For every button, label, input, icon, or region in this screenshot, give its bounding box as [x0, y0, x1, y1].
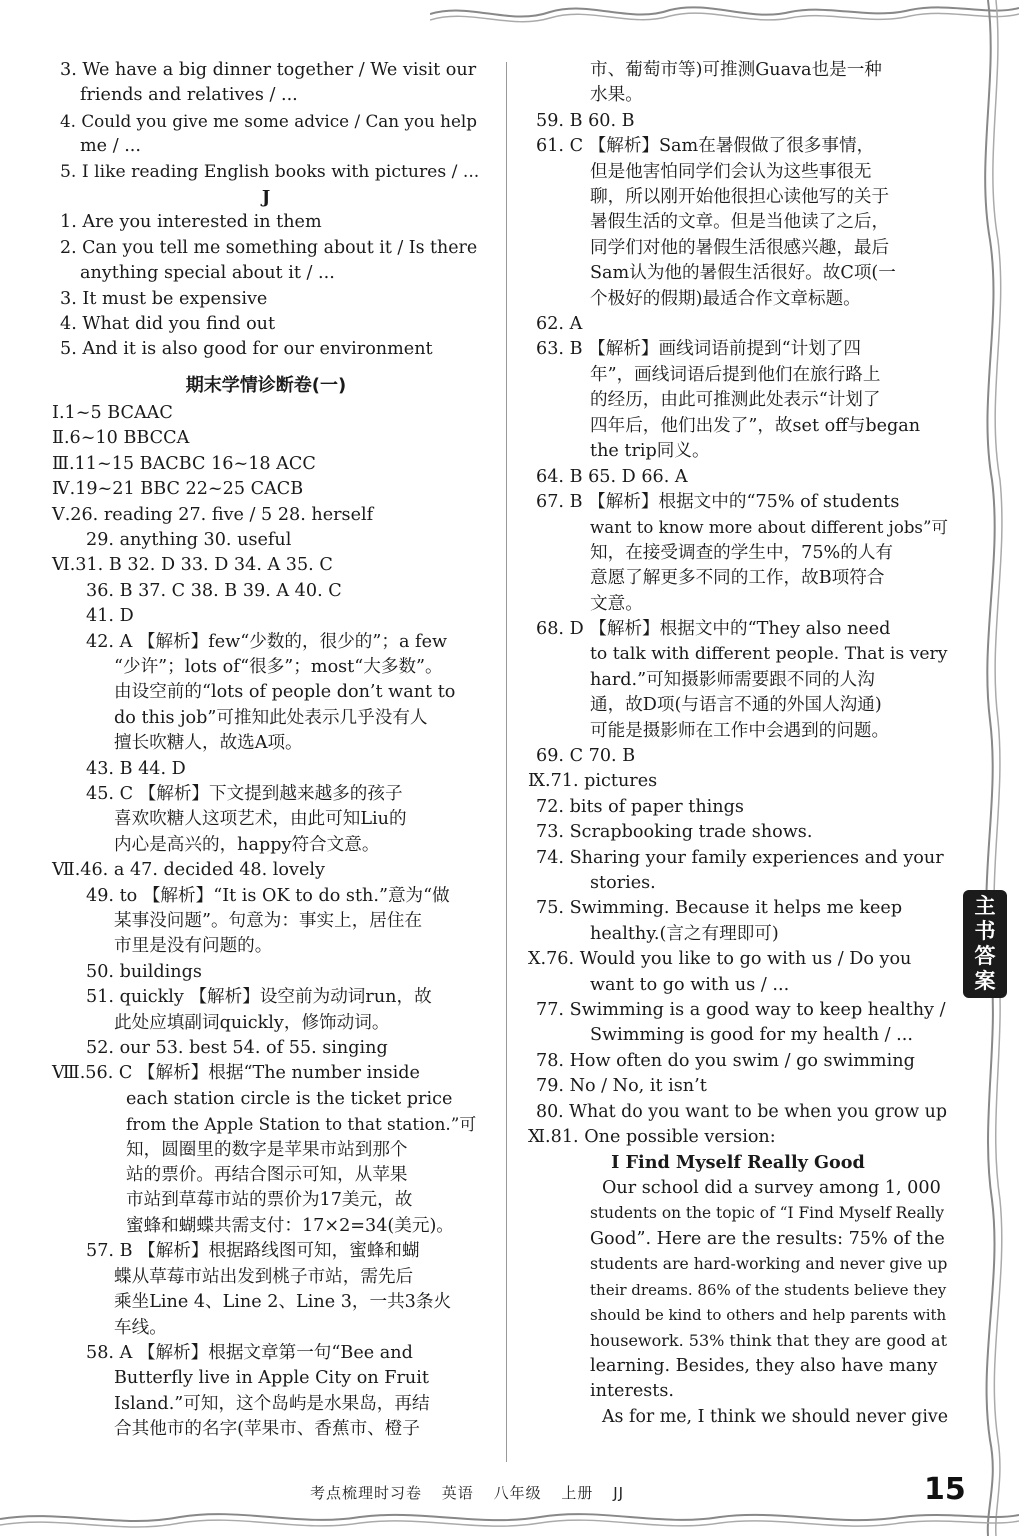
- answer-line: Ⅺ.81. One possible version:: [528, 1127, 776, 1148]
- answer-line: 车线。: [114, 1317, 167, 1338]
- side-tab-char: 主: [974, 894, 996, 918]
- footer-volume: 上册: [561, 1484, 594, 1502]
- page-number: 15: [924, 1472, 966, 1507]
- answer-line: Sam认为他的暑假生活很好。故C项(一: [590, 263, 896, 284]
- answer-line: 知，圆圈里的数字是苹果市站到那个: [126, 1139, 408, 1160]
- answer-line: students are hard-working and never give up: [590, 1255, 948, 1274]
- answer-line: 市站到草莓市站的票价为17美元，故: [126, 1190, 413, 1211]
- answer-line: Island.”可知，这个岛屿是水果岛，再结: [114, 1393, 430, 1414]
- answer-line: 四年后，他们出发了”，故set off与began: [590, 415, 921, 436]
- answer-line: 可能是摄影师在工作中会遇到的问题。: [590, 720, 890, 741]
- answer-line: 蜜蜂和蝴蝶共需支付：17×2=34(美元)。: [126, 1215, 454, 1236]
- answer-line: 63. B 【解析】画线词语前提到“计划了四: [536, 339, 861, 360]
- answer-line: 内心是高兴的，happy符合文意。: [114, 834, 380, 855]
- answer-line: 3. We have a big dinner together / We visit our: [60, 60, 477, 80]
- answer-line: 某事没问题”。句意为：事实上，居住在: [114, 911, 423, 931]
- answer-line: 4. Could you give me some advice / Can you help: [60, 110, 477, 131]
- answer-line: 擅长吹糖人，故选A项。: [114, 733, 303, 754]
- answer-line: 51. quickly 【解析】设空前为动词run，故: [86, 987, 432, 1008]
- answer-line: 年”，画线词语后提到他们在旅行路上: [590, 364, 881, 385]
- answer-line: housework. 53% think that they are good at: [590, 1331, 948, 1351]
- answer-line: 49. to 【解析】“It is OK to do sth.”意为“做: [86, 885, 450, 906]
- answer-line: interests.: [590, 1381, 674, 1402]
- answer-line: should be kind to others and help parents with: [590, 1305, 947, 1324]
- answer-line: Ⅹ.76. Would you like to go with us / Do you: [528, 949, 912, 970]
- answer-line: 29. anything 30. useful: [86, 529, 292, 550]
- answer-line: Ⅵ.31. B 32. D 33. D 34. A 35. C: [52, 555, 333, 576]
- side-tab-char: 答: [974, 944, 996, 968]
- answer-line: 乘坐Line 4、Line 2、Line 3，一共3条火: [114, 1292, 452, 1313]
- answer-line: Ⅳ.19~21 BBC 22~25 CACB: [52, 479, 304, 500]
- decorative-right-border: [968, 0, 1008, 1536]
- answer-line: Ⅴ.26. reading 27. five / 5 28. herself: [52, 504, 374, 525]
- answer-line: Swimming is good for my health / ...: [590, 1025, 913, 1046]
- answer-line: the trip同义。: [590, 441, 710, 462]
- section-title: J: [261, 187, 271, 209]
- answer-line: 1. Are you interested in them: [60, 212, 322, 233]
- answer-line: each station circle is the ticket price: [126, 1088, 453, 1109]
- answer-line: stories.: [590, 873, 656, 893]
- answer-line: 73. Scrapbooking trade shows.: [536, 822, 813, 843]
- answer-line: 41. D: [86, 606, 134, 627]
- column-divider: [506, 62, 507, 1462]
- answer-line: Butterfly live in Apple City on Fruit: [114, 1368, 429, 1389]
- answer-line: anything special about it / ...: [80, 263, 335, 284]
- answer-line: 个极好的假期)最适合作文章标题。: [590, 288, 861, 309]
- answer-line: 61. C 【解析】Sam在暑假做了很多事情，: [536, 136, 875, 157]
- answer-line: friends and relatives / ...: [80, 85, 298, 106]
- answer-line: healthy.(言之有理即可): [590, 923, 779, 944]
- answer-line: from the Apple Station to that station.”可: [126, 1114, 477, 1135]
- answer-line: hard.”可知摄影师需要跟不同的人沟: [590, 669, 875, 690]
- answer-line: Good”. Here are the results: 75% of the: [590, 1228, 945, 1249]
- answer-line: 67. B 【解析】根据文中的“75% of students: [536, 491, 900, 512]
- answer-line: Ⅰ.1~5 BCAAC: [52, 402, 173, 423]
- answer-line: 蝶从草莓市站出发到桃子市站，需先后: [114, 1266, 414, 1287]
- answer-line: 合其他市的名字(苹果市、香蕉市、橙子: [114, 1419, 420, 1440]
- answer-line: 42. A 【解析】few“少数的，很少的”；a few: [86, 631, 448, 652]
- answer-line: 聊，所以刚开始他很担心读他写的关于: [590, 187, 890, 208]
- answer-line: learning. Besides, they also have many: [590, 1355, 938, 1376]
- answer-line: 水果。: [590, 85, 643, 106]
- right-column: [528, 58, 948, 1430]
- footer-book-title: 考点梳理时习卷: [310, 1484, 423, 1502]
- answer-line: to talk with different people. That is very: [590, 644, 948, 665]
- answer-line: 意愿了解更多不同的工作，故B项符合: [590, 568, 885, 589]
- answer-line: 75. Swimming. Because it helps me keep: [536, 898, 903, 919]
- answer-line: 市里是没有问题的。: [114, 936, 273, 957]
- answer-line: Ⅲ.11~15 BACBC 16~18 ACC: [52, 453, 316, 474]
- answer-line: 52. our 53. best 54. of 55. singing: [86, 1038, 388, 1059]
- answer-line: 74. Sharing your family experiences and your: [536, 847, 944, 868]
- side-tab-char: 书: [974, 919, 996, 943]
- answer-line: 知，在接受调查的学生中，75%的人有: [590, 542, 894, 563]
- main-book-answers-tab: [963, 890, 1007, 998]
- answer-line: me / ...: [80, 136, 141, 157]
- answer-line: Ⅷ.56. C 【解析】根据“The number inside: [52, 1063, 420, 1084]
- answer-line: 3. It must be expensive: [60, 288, 268, 309]
- answer-line: students on the topic of “I Find Myself Really: [590, 1204, 945, 1223]
- answer-line: 50. buildings: [86, 961, 202, 982]
- footer-edition: JJ: [613, 1484, 625, 1502]
- answer-line: Our school did a survey among 1, 000: [602, 1177, 941, 1198]
- answer-line: 79. No / No, it isn’t: [536, 1076, 707, 1097]
- answer-line: want to go with us / ...: [590, 974, 790, 995]
- answer-line: 通，故D项(与语言不通的外国人沟通): [590, 695, 882, 716]
- answer-line: 72. bits of paper things: [536, 796, 744, 817]
- answer-line: 80. What do you want to be when you grow up: [536, 1101, 947, 1122]
- answer-line: 58. A 【解析】根据文章第一句“Bee and: [86, 1342, 413, 1363]
- answer-line: 喜欢吹糖人这项艺术，由此可知Liu的: [114, 809, 407, 830]
- answer-line: “少许”；lots of“很多”；most“大多数”。: [114, 656, 443, 677]
- answer-line: 64. B 65. D 66. A: [536, 466, 688, 487]
- footer-subject: 英语: [441, 1484, 474, 1502]
- answer-line: 77. Swimming is a good way to keep healthy /: [536, 1000, 946, 1021]
- answer-line: 5. And it is also good for our environment: [60, 339, 433, 360]
- section-heading: 期末学情诊断卷(一): [185, 374, 347, 396]
- answer-line: 62. A: [536, 314, 583, 335]
- answer-line: 5. I like reading English books with pictures / ...: [60, 161, 480, 182]
- footer-grade: 八年级: [493, 1484, 542, 1502]
- answer-line: 36. B 37. C 38. B 39. A 40. C: [86, 580, 342, 601]
- answer-line: 暑假生活的文章。但是当他读了之后，: [590, 212, 890, 233]
- answer-line: 文意。: [590, 593, 643, 614]
- answer-line: 同学们对他的暑假生活很感兴趣，最后: [590, 237, 890, 258]
- answer-line: 的经历，由此可推测此处表示“计划了: [590, 390, 881, 411]
- answer-line: Ⅶ.46. a 47. decided 48. lovely: [52, 860, 325, 881]
- answer-line: 但是他害怕同学们会认为这些事很无: [590, 161, 872, 182]
- left-column: [52, 58, 480, 1443]
- answer-line: want to know more about different jobs”可: [590, 518, 949, 538]
- answer-line: 此处应填副词quickly，修饰动词。: [114, 1012, 390, 1033]
- answer-line: 45. C 【解析】下文提到越来越多的孩子: [86, 783, 403, 804]
- answer-line: 68. D 【解析】根据文中的“They also need: [536, 618, 891, 639]
- side-tab-char: 案: [974, 969, 996, 993]
- section-title: I Find Myself Really Good: [611, 1152, 865, 1174]
- answer-line: 57. B 【解析】根据路线图可知，蜜蜂和蝴: [86, 1241, 420, 1262]
- decorative-bottom-border: [0, 1505, 1019, 1536]
- decorative-top-border: [430, 0, 1019, 30]
- answer-line: their dreams. 86% of the students believe they: [590, 1280, 947, 1299]
- answer-line: Ⅸ.71. pictures: [528, 771, 658, 792]
- answer-line: 市、葡萄市等)可推测Guava也是一种: [590, 60, 882, 80]
- answer-line: 4. What did you find out: [60, 314, 276, 335]
- answer-line: 站的票价。再结合图示可知，从苹果: [126, 1165, 408, 1186]
- answer-line: 2. Can you tell me something about it / Is there: [60, 237, 478, 258]
- page-footer: [310, 1482, 638, 1503]
- answer-line: Ⅱ.6~10 BBCCA: [52, 428, 190, 449]
- answer-line: 69. C 70. B: [536, 745, 636, 766]
- answer-line: 43. B 44. D: [86, 758, 186, 779]
- answer-line: 59. B 60. B: [536, 110, 635, 131]
- answer-line: do this job”可推知此处表示几乎没有人: [114, 707, 428, 728]
- answer-line: 由设空前的“lots of people don’t want to: [114, 682, 456, 703]
- answer-line: As for me, I think we should never give: [602, 1406, 948, 1427]
- answer-line: 78. How often do you swim / go swimming: [536, 1050, 915, 1071]
